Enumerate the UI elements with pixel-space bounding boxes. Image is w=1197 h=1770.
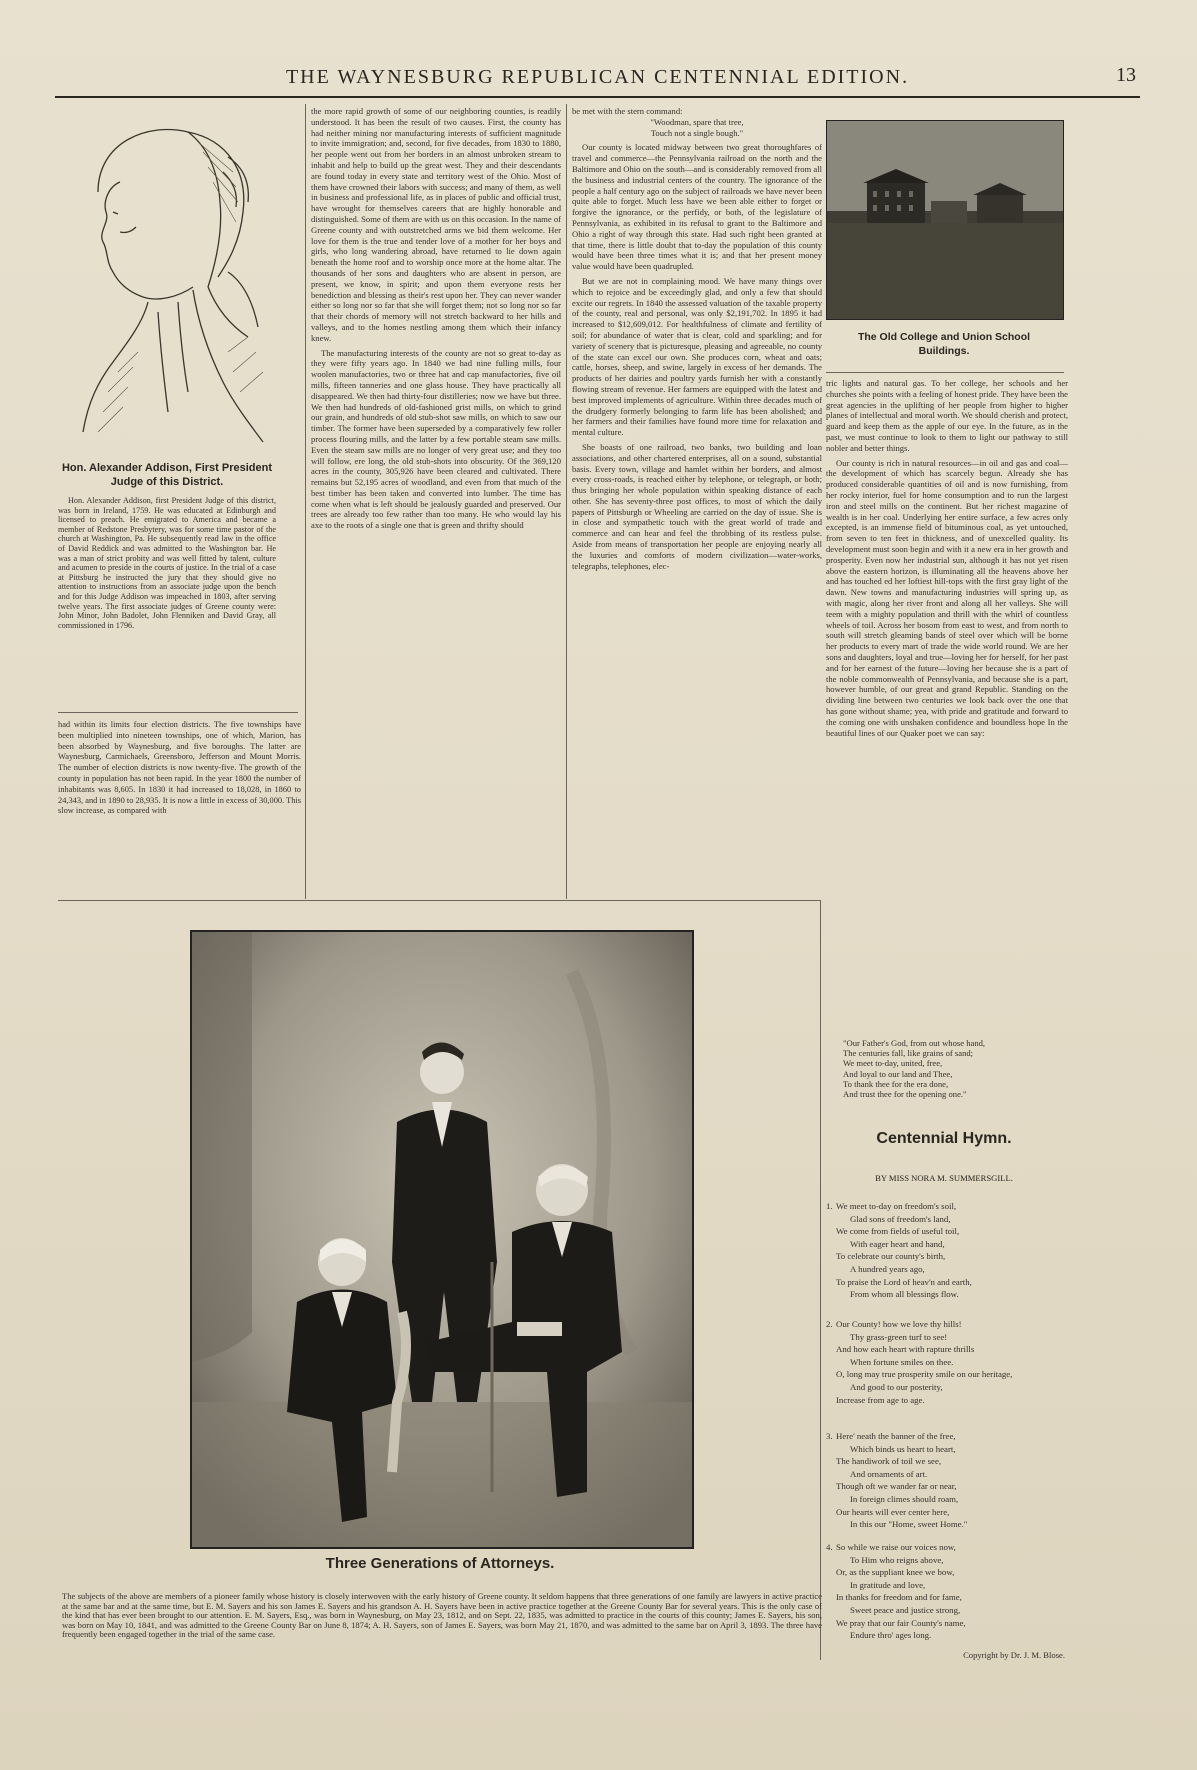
hymn-stanza-4 xyxy=(826,1541,1066,1642)
stanza-number: 1. xyxy=(826,1201,833,1211)
hymn-line: In thanks for freedom and for fame, xyxy=(836,1592,962,1603)
hymn-line: Our hearts will ever center here, xyxy=(836,1506,950,1517)
hymn-line: Our County! how we love thy hills! xyxy=(836,1319,962,1329)
college-caption-line1: The Old College and Union School xyxy=(857,331,1031,343)
hymn-line: Or, as the suppliant knee we bow, xyxy=(836,1567,955,1578)
hymn-byline: BY MISS NORA M. SUMMERSGILL. xyxy=(875,1173,1013,1183)
addison-portrait xyxy=(58,112,276,452)
hymn-line: So while we raise our voices now, xyxy=(836,1542,956,1552)
column-3 xyxy=(572,106,822,898)
hymn-line: In this our "Home, sweet Home." xyxy=(850,1519,968,1530)
whittier-poem xyxy=(843,1038,1073,1099)
hymn-line: O, long may true prosperity smile on our heritage, xyxy=(836,1369,1013,1380)
poem-line: To thank thee for the era done, xyxy=(843,1078,949,1089)
college-photo-caption xyxy=(826,330,1062,358)
hymn-line: In foreign climes should roam, xyxy=(850,1493,959,1504)
hymn-stanza-2 xyxy=(826,1318,1066,1406)
hymn-line: A hundred years ago, xyxy=(850,1263,925,1274)
hymn-line: To celebrate our county's birth, xyxy=(836,1251,946,1262)
column-3-para2: But we are not in complaining mood. We have many things over which to rejoice and be exceedingly glad, and only a few that should excite our regrets. In 1840 the assessed valuation of the taxable property of the county, real and personal, was only $2,191,702. In 1895 it had increased to $12,609,012. For healthfulness of climate and fertility of soil; for abundance of water that is clear, cold and sparkling; and for variety of scenery that is picturesque, pleasing and agreeable, no county of the state can excel our own. She produces corn, wheat and oats; cattle, horses, sheep, and swine, largely in excess of her demands. The products of her dairies and poultry yards furnish her with a constantly flowing stream of revenue. Her farmers are equipped with the latest and best improved implements of agriculture. Within three decades much of the drudgery formerly belonging to farm life has been abolished; and her farmers and their families have found more time for relaxation and mental culture. xyxy=(572,275,822,438)
portrait-caption-line1: Hon. Alexander Addison, First President xyxy=(61,462,273,474)
hymn-stanza-3 xyxy=(826,1430,1066,1531)
portrait-caption-line2: Judge of this District. xyxy=(110,476,224,488)
portrait-caption xyxy=(58,461,276,489)
college-caption-line2: Buildings. xyxy=(918,345,970,357)
column-2-para1: the more rapid growth of some of our neighboring counties, is readily understood. It has been the result of two causes. First, the county has had neither mining nor manufacturing interests of sufficient magnitude to invite immigration; and, second, for five decades, from 1830 to 1880, her people went out from her borders in an almost unbroken stream to inhabit and help to build up the great west. They and their descendants are found today in every state and territory west of the Ohio. Most of them have crowned their labors with success; and many of them, as well in business and professional life, as in places of public and official trust, have wrought for themselves careers that are highly honorable and distinguished. Some of them are with us on this occasion. In the name of Greene county and with outstretched arms we bid them welcome. Her love for them is the true and tender love of a mother for her boys and girls, who long wandering abroad, have returned to lie down again beneath the home roof and to worship once more at the home altar. The thousands of her sons and daughters who are absent in person, are present, we know, in spirit; and upon them everyone rests her benediction and blessing as their's rest upon her. They can never wander either so long nor so far that she will forget them; not so long nor so far that their chords of memory will not stretch backward to her hills and valleys, and to the homes nestling among them which their infancy knew. xyxy=(311,106,561,343)
poem-line: We meet to-day, united, free, xyxy=(843,1058,943,1069)
hymn-line: From whom all blessings flow. xyxy=(850,1289,959,1300)
column-divider xyxy=(826,372,1064,373)
hymn-line: We come from fields of useful toil, xyxy=(836,1226,960,1237)
column-2 xyxy=(311,106,561,898)
column-1-text: had within its limits four election districts. The five townships have been multiplied into nineteen townships, one of which, Marion, has been absorbed by Waynesburg, and five boroughs. The latter are Waynesburg, Carmichaels, Greensboro, Jefferson and Mount Morris. The number of election districts is now twenty-five. The growth of the county in population has not been rapid. In the year 1800 the number of inhabitants was 8,605. In 1830 it had increased to 18,028, in 1860 to 24,343, and in 1890 to 28,935. It is now a little in excess of 30,000. This slow increase, as compared with xyxy=(58,720,301,816)
column-rule xyxy=(305,104,306,899)
poem-line: And trust thee for the opening one." xyxy=(843,1089,967,1100)
attorneys-description: The subjects of the above are members of a pioneer family whose history is closely interwoven with the early history of Greene county. It seldom happens that three generations of one family are lawyers in active practice at the same bar and at the same time, but E. M. Sayers and his son James E. Sayers and his grandson A. H. Sayers have been in active practice together at the Greene County Bar for several years. This is the only case of the kind that has ever been brought to our attention. E. M. Sayers, Esq., was born in Waynesburg, on May 23, 1812, and on Sept. 22, 1835, was admitted to practice in the courts of this county; James E. Sayers, his son, was born on May 10, 1841, and was admitted to the Greene County Bar on June 8, 1874; A. H. Sayers, son of James E. Sayers, was born May 21, 1870, and was admitted to the same bar on April 3, 1893. The three have frequently been engaged together in the trial of the same case. xyxy=(62,1591,822,1640)
stanza-number: 2. xyxy=(826,1319,833,1329)
hymn-title: Centennial Hymn. xyxy=(876,1130,1012,1147)
masthead-title: THE WAYNESBURG REPUBLICAN CENTENNIAL EDITION. xyxy=(285,66,910,88)
column-rule xyxy=(820,900,821,1660)
column-divider xyxy=(58,712,298,713)
hymn-line: Endure thro' ages long. xyxy=(850,1630,932,1641)
hymn-line: And how each heart with rapture thrills xyxy=(836,1344,975,1355)
hymn-line: To praise the Lord of heav'n and earth, xyxy=(836,1276,972,1287)
column-3-para1: Our county is located midway between two great thoroughfares of travel and commerce—the Pennsylvania railroad on the north and the Baltimore and Ohio on the south—and is considerably removed from all the business and industrial centers of the country. The ignorance of the people a half century ago on the subject of railroads we have never been quite able to forget. Much less have we been able either to forget or forgive the ignorance, or the perfidy, or both, of the legislature of Pennsylvania, as exhibited in its refusal to grant to the Baltimore and Ohio a right of way through this state. Had such right been granted at that time, there is little doubt that to-day the population of this county would have been three times what it is; and that her present money value would have been quadrupled. xyxy=(572,142,822,272)
hymn-line: Increase from age to age. xyxy=(836,1394,925,1405)
college-photo xyxy=(826,120,1064,320)
hymn-line: With eager heart and hand, xyxy=(850,1238,945,1249)
stanza-number: 4. xyxy=(826,1542,833,1552)
hymn-line: We pray that our fair County's name, xyxy=(836,1617,966,1628)
hymn-line: Here' neath the banner of the free, xyxy=(836,1431,956,1441)
hymn-line: To Him who reigns above, xyxy=(850,1554,944,1565)
poem-line: And loyal to our land and Thee, xyxy=(843,1068,953,1079)
hymn-line: Which binds us heart to heart, xyxy=(850,1443,956,1454)
college-photo-image xyxy=(827,121,1063,319)
masthead xyxy=(55,62,1140,98)
portrait-engraving xyxy=(58,112,276,452)
hymn-stanza-1 xyxy=(826,1200,1066,1301)
section-divider xyxy=(58,900,820,901)
column-3-quote-line1: "Woodman, spare that tree, xyxy=(650,116,744,127)
hymn-line: When fortune smiles on thee. xyxy=(850,1356,954,1367)
addison-bio xyxy=(58,496,276,694)
column-4-para2: Our county is rich in natural resources—in oil and gas and coal—the development of which has scarcely begun. Already she has produced considerable quantities of oil and is now furnishing, from her rocky interior, fuel for home consumption and to run the largest iron and steel mills on the continent. But her richest magazine of wealth is in her coal. Underlying her entire surface, a few acres only excepted, is an immense field of bituminous coal, as yet untouched, from seven to ten feet in thickness, and of unexcelled quality. Its development must soon begin and with it a new era in her growth and prosperity. Even now her industrial sun, although it has not yet risen above the eastern horizon, is illuminating all the heavens above her and has touched ed her loftiest hill-tops with the first gray light of the dawn. New towns and manufacturing industries will spring up, as with magic, along her river front and along all her valleys. She will teem with a mighty population and thrill with the whirl of countless wheels of toil. Across her bosom from east to west, and from north to south will stretch gleaming bands of steel over which will be borne her products to every mart of trade the wide world round. We are her sons and daughters, loyal and true—loving her for herself, for her past and for her earnest of the future—loving her because she is a part of the noble commonwealth of Pennsylvania, and because she is a part, however humble, of our great and grand Republic. Standing on the dividing line between two centuries we look back over the one that has gone without shame; yea, with pride and gratitude and forward to the coming one with unshaken confidence and boundless hope In the beautiful lines of our Quaker poet we can say: xyxy=(826,457,1068,738)
addison-bio-text: Hon. Alexander Addison, first President Judge of this district, was born in Ireland, 1759. He was educated at Edinburgh and licensed to preach. He emigrated to America and became a member of Redstone Presbytery, was for some time pastor of the church at Washington, Pa. He subsequently read law in the office of David Reddick and was admitted to the Washington bar. He was a man of strict probity and was well fitted by talent, culture and acumen to preside in the courts of justice. In the trial of a case at Pittsburg he instructed the jury that they should give no attention to instructions from an associate judge upon the bench and for this Judge Addison was impeached in 1803, after serving twelve years. The first associate judges of Greene county were: John Minor, John Badolet, John Flenniken and David Gray, all commissioned in 1796. xyxy=(58,496,276,630)
attorneys-photo-image xyxy=(192,932,692,1547)
poem-line: "Our Father's God, from out whose hand, xyxy=(843,1038,986,1048)
column-4 xyxy=(826,378,1068,1038)
page-number: 13 xyxy=(1116,64,1136,86)
stanza-number: 3. xyxy=(826,1431,833,1441)
hymn-line: Sweet peace and justice strong, xyxy=(850,1604,961,1615)
column-3-quote-intro: be met with the stern command: xyxy=(572,106,683,116)
column-4-para1: tric lights and natural gas. To her college, her schools and her churches she points with a feeling of honest pride. They have been the great agencies in the uplifting of her people from higher to higher planes of intellectual and moral worth. We should cherish and protect, guard and keep them as the apple of our eye. In the future, as in the past, we must continue to look to them to light our pathway to still nobler and better things. xyxy=(826,378,1068,453)
attorneys-photo xyxy=(190,930,694,1549)
hymn-line: The handiwork of toil we see, xyxy=(836,1456,942,1467)
column-3-quote-line2: Touch not a single bough." xyxy=(650,127,744,138)
hymn-line: Thy grass-green turf to see! xyxy=(850,1331,948,1342)
column-1-continuation xyxy=(58,720,301,896)
hymn-line: Though oft we wander far or near, xyxy=(836,1481,957,1492)
hymn-line: In gratitude and love, xyxy=(850,1579,926,1590)
hymn-line: Glad sons of freedom's land, xyxy=(850,1213,951,1224)
hymn-line: And good to our posterity, xyxy=(850,1381,943,1392)
column-3-para3: She boasts of one railroad, two banks, two building and loan associations, and other chartered enterprises, all on a sound, substantial basis. Every town, village and hamlet within her borders, and almost every cross-roads, is reached either by telephone, or telegraph, or both; thus bringing her whole population within speaking distance of each other. She has seventy-three post offices, to most of which the daily papers of Pittsburgh or Wheeling are carried on the day of issue. She is in close and sympathetic touch with the great world of trade and commerce and can hear and feel the throbbing of its restless pulse. Aside from means of transportation her people are enjoying nearly all the luxuries and comforts of modern civilization—water-works, telegraphs, telephones, elec- xyxy=(572,441,822,571)
hymn-line: We meet to-day on freedom's soil, xyxy=(836,1201,957,1211)
attorneys-caption: Three Generations of Attorneys. xyxy=(325,1555,555,1572)
column-2-para2: The manufacturing interests of the county are not so great to-day as they were fifty years ago. In 1840 we had nine fulling mills, four woolen manufactories, two or three hat and cap manufactories, five oil mills, fifteen tanneries and one glass house. They have practically all disappeared. We then had thirty-four distilleries; now we have but three. We then had hundreds of old-fashioned grist mills, on which to grind our grain, and hundreds of old stub-shot saw mills, on which to saw our timber. The former have been superseded by a comparatively few roller process flouring mills, and the latter by a few portable steam saw mills. Even the steam saw mills are no longer of very great use; and they too will follow, ere long, the old stub-shots into obscurity. Of the 369,120 acres in the county, 305,926 have been cleared and cultivated. There remains but 52,195 acres of woodland, and even from that much of the best timber has been taken and converted into lumber. The time has come when what is left should be jealously guarded and preserved. Our trees are already too few rather than too many. He who would lay his axe to the roots of a single one that is green and thrifty should xyxy=(311,347,561,531)
poem-line: The centuries fall, like grains of sand; xyxy=(843,1048,974,1059)
column-rule xyxy=(566,104,567,899)
hymn-copyright: Copyright by Dr. J. M. Blose. xyxy=(963,1650,1065,1660)
hymn-line: And ornaments of art. xyxy=(850,1468,928,1479)
